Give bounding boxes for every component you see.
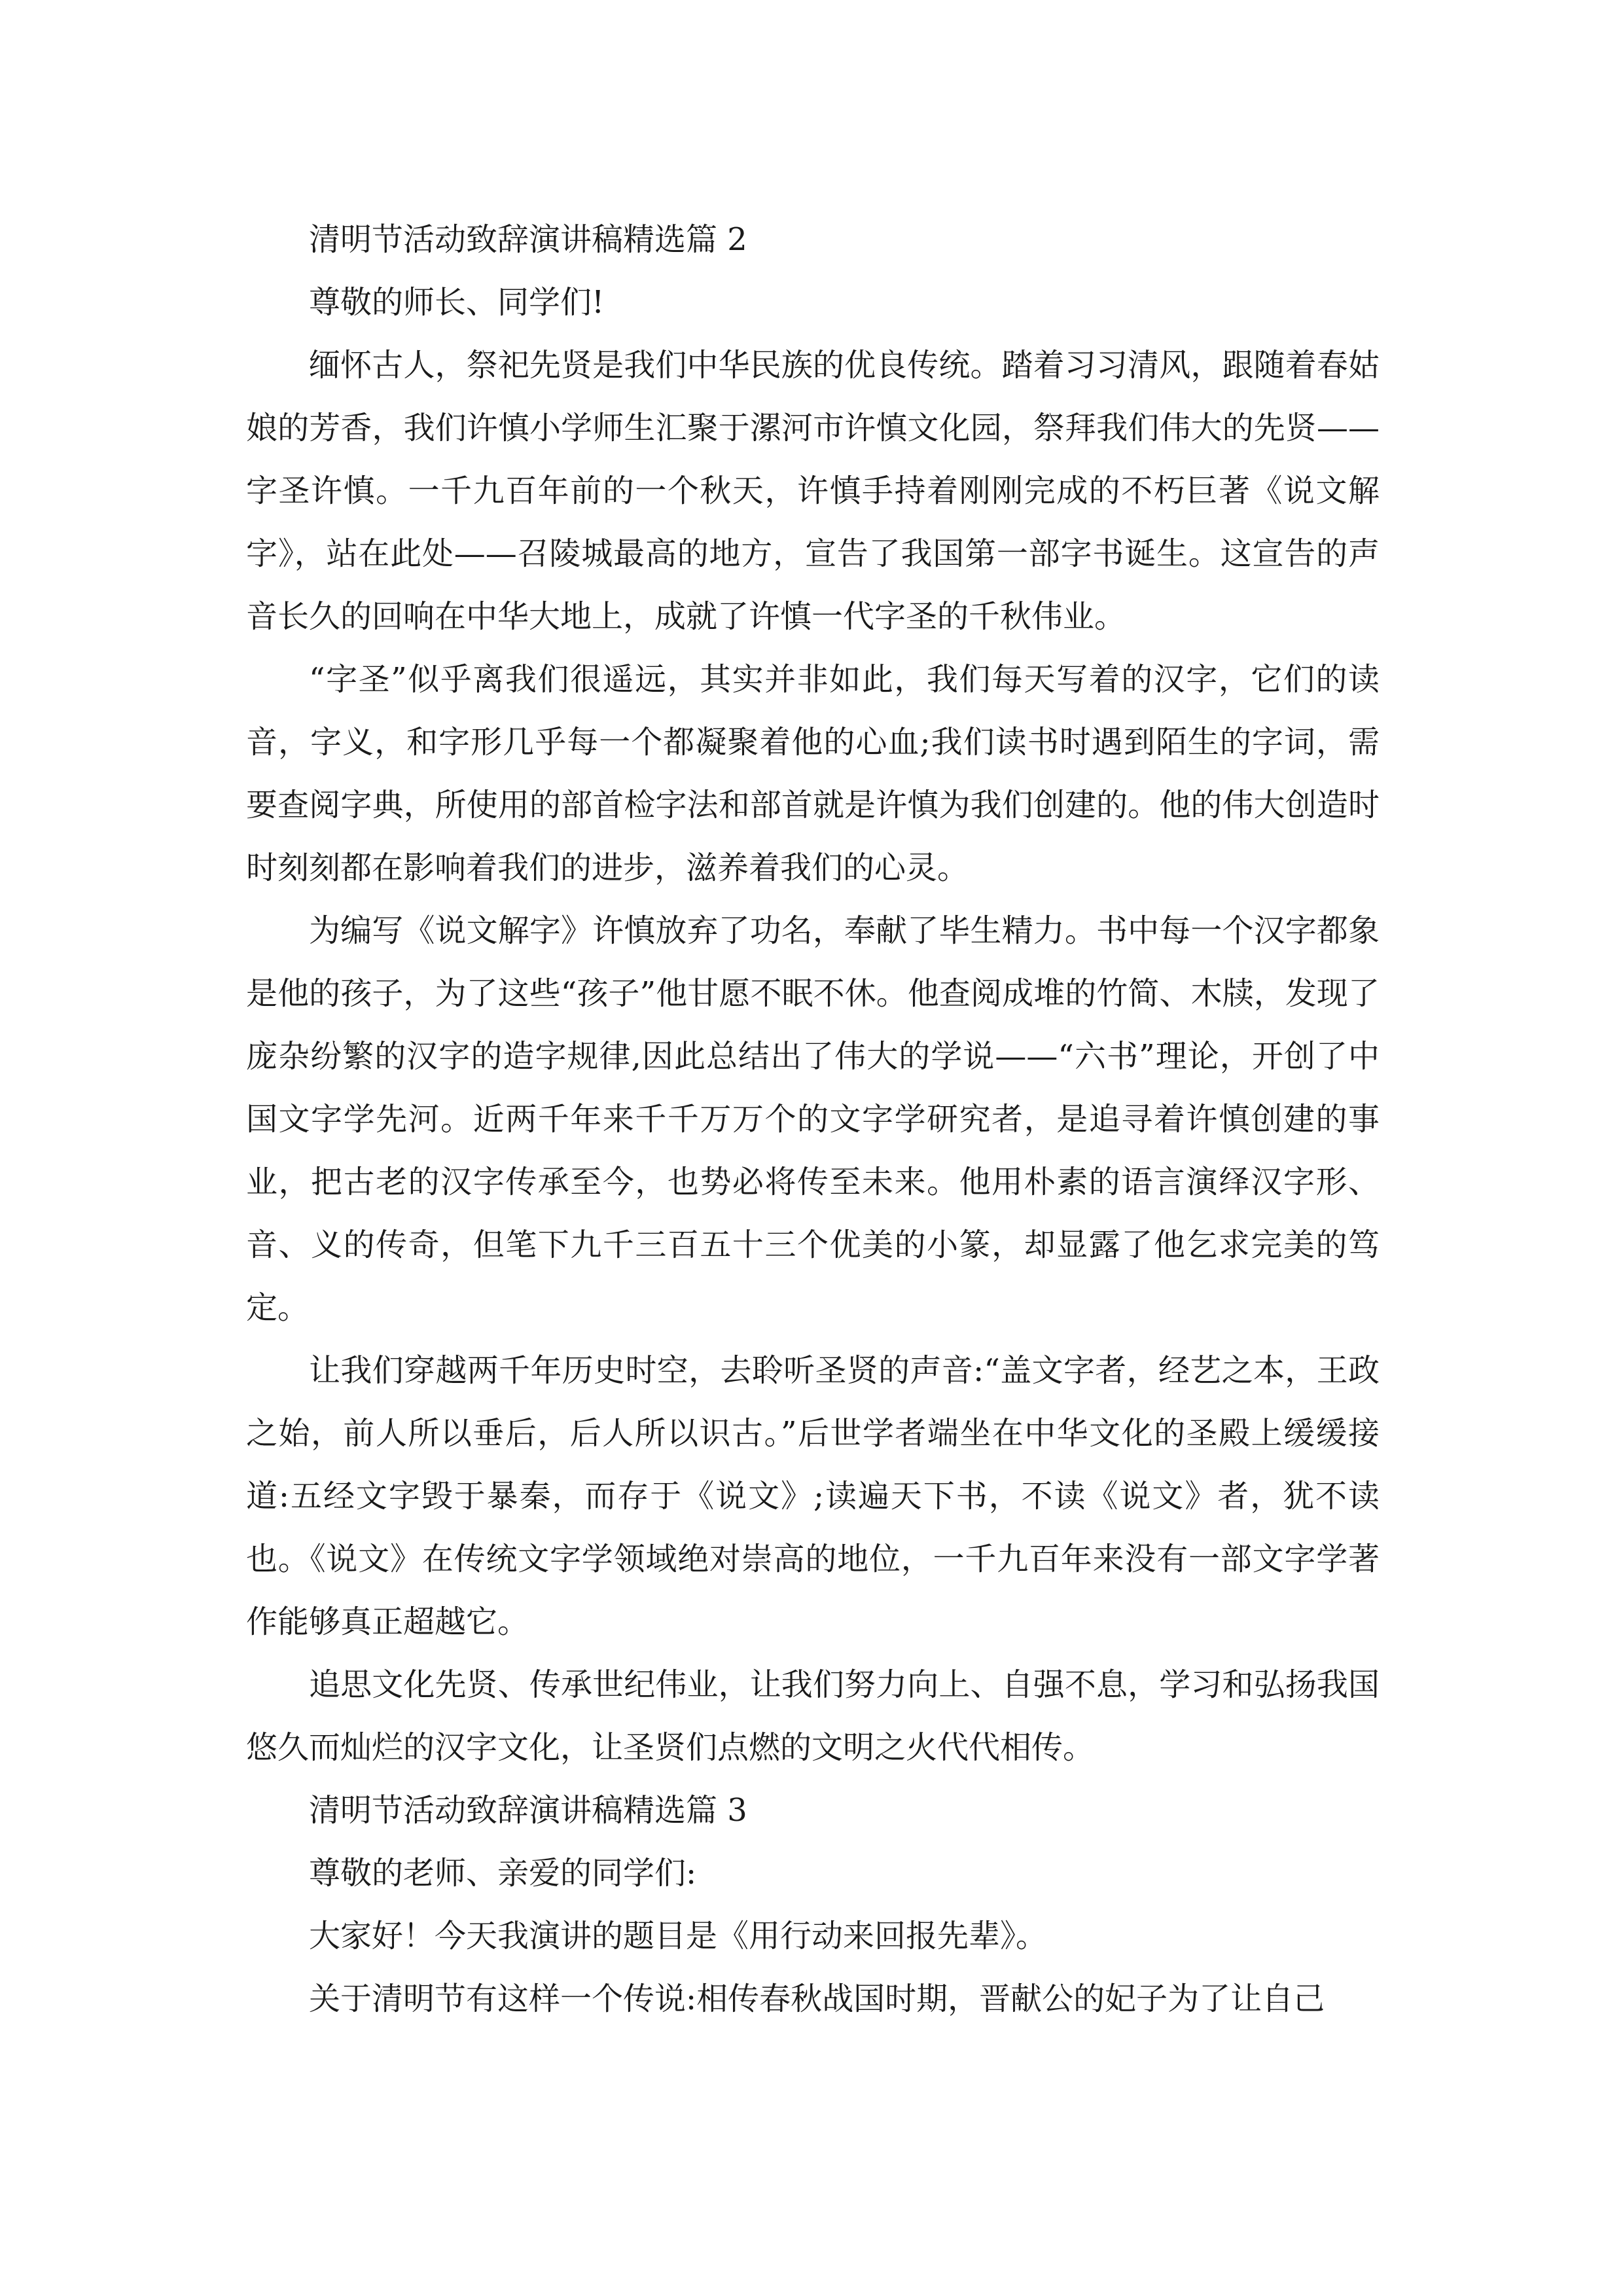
- section-2-paragraph-5: 追思文化先贤、传承世纪伟业，让我们努力向上、自强不息，学习和弘扬我国悠久而灿烂的汉字文化，让圣贤们点燃的文明之火代代相传。: [246, 1666, 1380, 1766]
- section-2-paragraph-3: 为编写《说文解字》许慎放弃了功名，奉献了毕生精力。书中每一个汉字都象是他的孩子，为了这些“孩子”他甘愿不眠不休。他查阅成堆的竹简、木牍，发现了庞杂纷繁的汉字的造字规律,因此总结出了伟大的学说——“六书”理论，开创了中国文字学先河。近两千年来千千万万个的文字学研究者，是追寻着许慎创建的事业，把古老的汉字传承至今，也势必将传至未来。他用朴素的语言演绎汉字形、音、义的传奇，但笔下九千三百五十三个优美的小篆，却显露了他乞求完美的笃定。: [246, 912, 1380, 1326]
- section-3-first-line: 关于清明节有这样一个传说:相传春秋战国时期，晋献公的妃子为了让自己: [309, 1981, 1325, 2017]
- section-3-salutation: 尊敬的老师、亲爱的同学们:: [309, 1855, 697, 1892]
- section-2-paragraph-4: 让我们穿越两千年历史时空，去聆听圣贤的声音:“盖文字者，经艺之本，王政之始，前人所以垂后，后人所以识古。”后世学者端坐在中华文化的圣殿上缓缓接道:五经文字毁于暴秦，而存于《说文》;读遍天下书，不读《说文》者，犹不读也。《说文》在传统文字学领域绝对崇高的地位，一千九百年来没有一部文字学著作能够真正超越它。: [246, 1352, 1380, 1640]
- section-2-paragraph-1: 缅怀古人，祭祀先贤是我们中华民族的优良传统。踏着习习清风，跟随着春姑娘的芳香，我们许慎小学师生汇聚于漯河市许慎文化园，祭拜我们伟大的先贤——字圣许慎。一千九百年前的一个秋天，许慎手持着刚刚完成的不朽巨著《说文解字》，站在此处——召陵城最高的地方，宣告了我国第一部字书诞生。这宣告的声音长久的回响在中华大地上，成就了许慎一代字圣的千秋伟业。: [246, 347, 1380, 635]
- section-2-salutation: 尊敬的师长、同学们!: [309, 284, 605, 321]
- section-3-title: 清明节活动致辞演讲稿精选篇 3: [309, 1792, 747, 1829]
- section-3-greeting: 大家好！今天我演讲的题目是《用行动来回报先辈》。: [309, 1918, 1048, 1954]
- section-2-paragraph-2: “字圣”似乎离我们很遥远，其实并非如此，我们每天写着的汉字，它们的读音，字义，和字形几乎每一个都凝聚着他的心血;我们读书时遇到陌生的字词，需要查阅字典，所使用的部首检字法和部首就是许慎为我们创建的。他的伟大创造时时刻刻都在影响着我们的进步，滋养着我们的心灵。: [246, 661, 1380, 886]
- document-body: [246, 208, 1380, 2030]
- section-2-title: 清明节活动致辞演讲稿精选篇 2: [309, 221, 747, 258]
